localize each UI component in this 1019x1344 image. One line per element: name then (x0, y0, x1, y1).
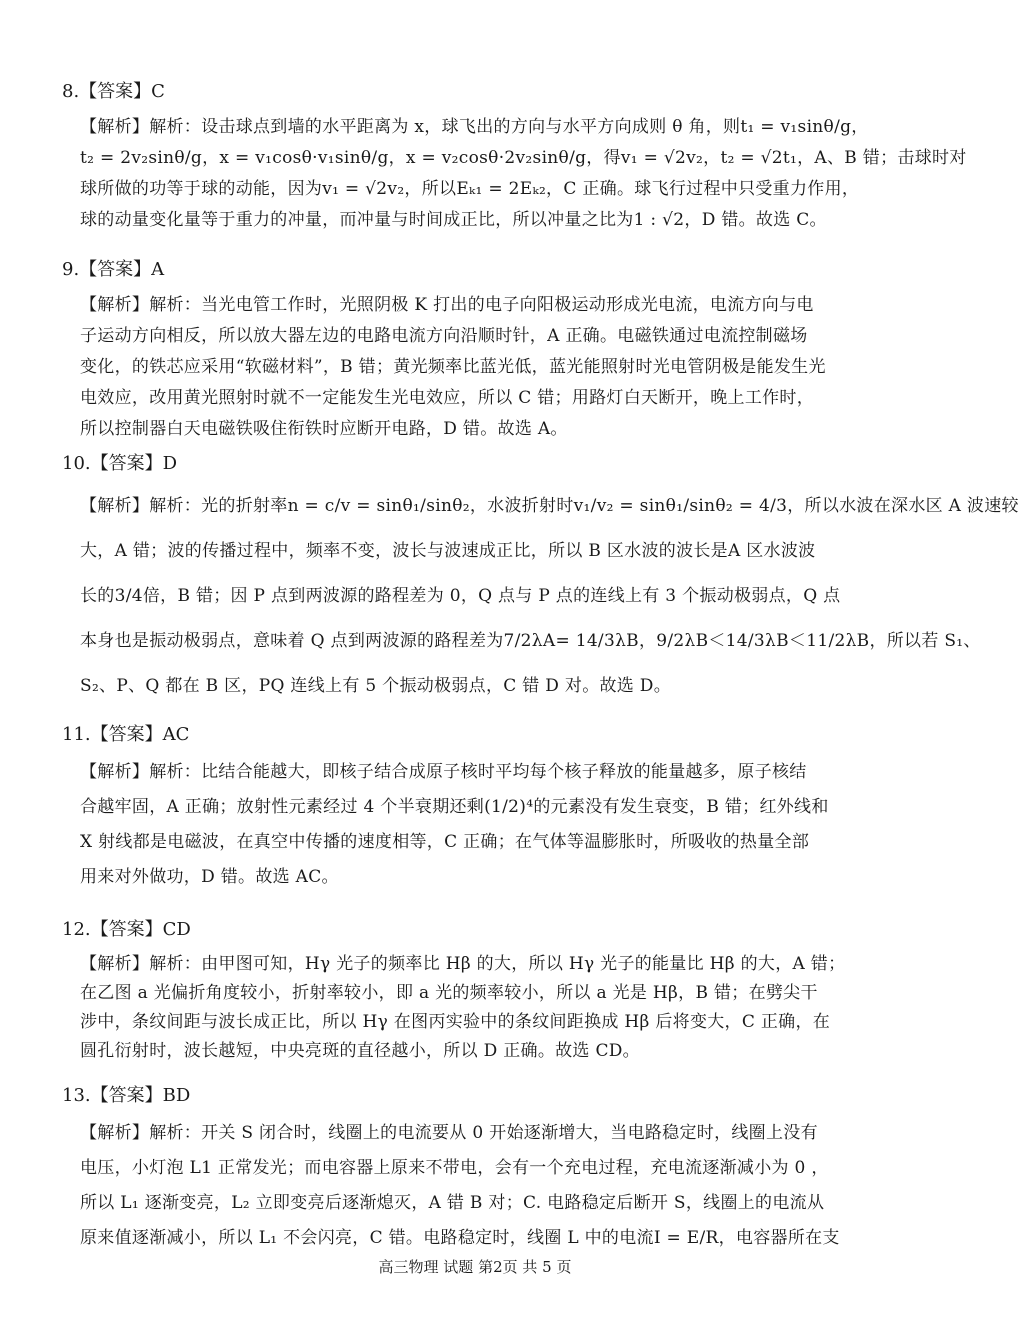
answer-label: 8.【答案】C (62, 81, 165, 102)
explanation-line: 本身也是振动极弱点，意味着 Q 点到两波源的路程差为7/2λA= 14/3λB，9/2λB＜14/3λB＜11/2λB，所以若 S₁、 (80, 631, 981, 651)
explanation-line: 【解析】解析：光的折射率n = c/v = sinθ₁/sinθ₂，水波折射时v₁/v₂ = sinθ₁/sinθ₂ = 4/3，所以水波在深水区 A 波速较 (80, 496, 1019, 516)
question-10 (62, 452, 1019, 709)
question-11 (62, 723, 892, 895)
explanation-line: 【解析】解析：当光电管工作时，光照阴极 K 打出的电子向阳极运动形成光电流，电流方向与电 (80, 295, 814, 315)
explanation-line: 在乙图 a 光偏折角度较小，折射率较小，即 a 光的频率较小，所以 a 光是 Hβ，B 错；在劈尖干 (80, 983, 818, 1003)
explanation-line: 电压，小灯泡 L1 正常发光；而电容器上原来不带电，会有一个充电过程，充电流逐渐减小为 0 ， (80, 1158, 829, 1178)
answer-label: 9.【答案】A (62, 259, 165, 280)
explanation-line: 原来值逐渐减小，所以 L₁ 不会闪亮，C 错。电路稳定时，线圈 L 中的电流I = E/R，电容器所在支 (80, 1228, 840, 1248)
explanation (80, 290, 890, 445)
question-8 (62, 80, 967, 236)
explanation-line: 长的3/4倍，B 错；因 P 点到两波源的路程差为 0，Q 点与 P 点的连线上有 3 个振动极弱点，Q 点 (80, 586, 841, 606)
explanation-line: 【解析】解析：设击球点到墙的水平距离为 x，球飞出的方向与水平方向成则 θ 角，则t₁ = v₁sinθ/g， (80, 117, 869, 137)
answer-label: 11.【答案】AC (62, 724, 190, 745)
explanation-line: S₂、P、Q 都在 B 区，PQ 连线上有 5 个振动极弱点，C 错 D 对。故选 D。 (80, 676, 672, 696)
explanation-line: 球所做的功等于球的动能，因为v₁ = √2v₂，所以Eₖ₁ = 2Eₖ₂，C 正确。球飞行过程中只受重力作用， (80, 179, 860, 199)
explanation-line: 合越牢固，A 正确；放射性元素经过 4 个半衰期还剩(1/2)⁴的元素没有发生衰变，B 错；红外线和 (80, 797, 829, 817)
explanation-line: 圆孔衍射时，波长越短，中央亮斑的直径越小，所以 D 正确。故选 CD。 (80, 1041, 640, 1061)
page-footer: 高三物理 试题 第2页 共 5 页 (378, 1258, 572, 1276)
explanation-line: t₂ = 2v₂sinθ/g，x = v₁cosθ·v₁sinθ/g，x = v₂cosθ·2v₂sinθ/g，得v₁ = √2v₂，t₂ = √2t₁，A、B 错；击球时对 (80, 148, 967, 168)
explanation (80, 1116, 890, 1256)
explanation-line: 【解析】解析：开关 S 闭合时，线圈上的电流要从 0 开始逐渐增大，当电路稳定时，线圈上没有 (80, 1123, 818, 1143)
answer-label: 13.【答案】BD (62, 1085, 191, 1106)
explanation-line: 所以 L₁ 逐渐变亮，L₂ 立即变亮后逐渐熄灭，A 错 B 对；C. 电路稳定后断开 S，线圈上的电流从 (80, 1193, 825, 1213)
explanation (80, 950, 890, 1066)
explanation-line: 大，A 错；波的传播过程中，频率不变，波长与波速成正比，所以 B 区水波的波长是A 区水波波 (80, 541, 816, 561)
answer-label: 10.【答案】D (62, 453, 178, 474)
explanation (80, 484, 1019, 709)
explanation-line: X 射线都是电磁波，在真空中传播的速度相等，C 正确；在气体等温膨胀时，所吸收的热量全部 (80, 832, 810, 852)
explanation-line: 所以控制器白天电磁铁吸住衔铁时应断开电路，D 错。故选 A。 (80, 419, 568, 439)
explanation (80, 755, 890, 895)
explanation-line: 【解析】解析：由甲图可知，Hγ 光子的频率比 Hβ 的大，所以 Hγ 光子的能量比 Hβ 的大，A 错； (80, 954, 846, 974)
explanation-line: 用来对外做功，D 错。故选 AC。 (80, 867, 339, 887)
explanation-line: 子运动方向相反，所以放大器左边的电路电流方向沿顺时针，A 正确。电磁铁通过电流控制磁场 (80, 326, 808, 346)
explanation-line: 【解析】解析：比结合能越大，即核子结合成原子核时平均每个核子释放的能量越多，原子核结 (80, 762, 807, 782)
explanation-line: 变化，的铁芯应采用“软磁材料”，B 错；黄光频率比蓝光低，蓝光能照射时光电管阴极是能发生光 (80, 357, 826, 377)
answer-label: 12.【答案】CD (62, 919, 191, 940)
explanation (80, 112, 967, 236)
question-9 (62, 258, 892, 445)
explanation-line: 电效应，改用黄光照射时就不一定能发生光电效应，所以 C 错；用路灯白天断开，晚上工作时， (80, 388, 815, 408)
question-13 (62, 1084, 892, 1256)
question-12 (62, 918, 892, 1066)
explanation-line: 涉中，条纹间距与波长成正比，所以 Hγ 在图丙实验中的条纹间距换成 Hβ 后将变大，C 正确，在 (80, 1012, 831, 1032)
explanation-line: 球的动量变化量等于重力的冲量，而冲量与时间成正比，所以冲量之比为1 : √2，D 错。故选 C。 (80, 210, 827, 230)
